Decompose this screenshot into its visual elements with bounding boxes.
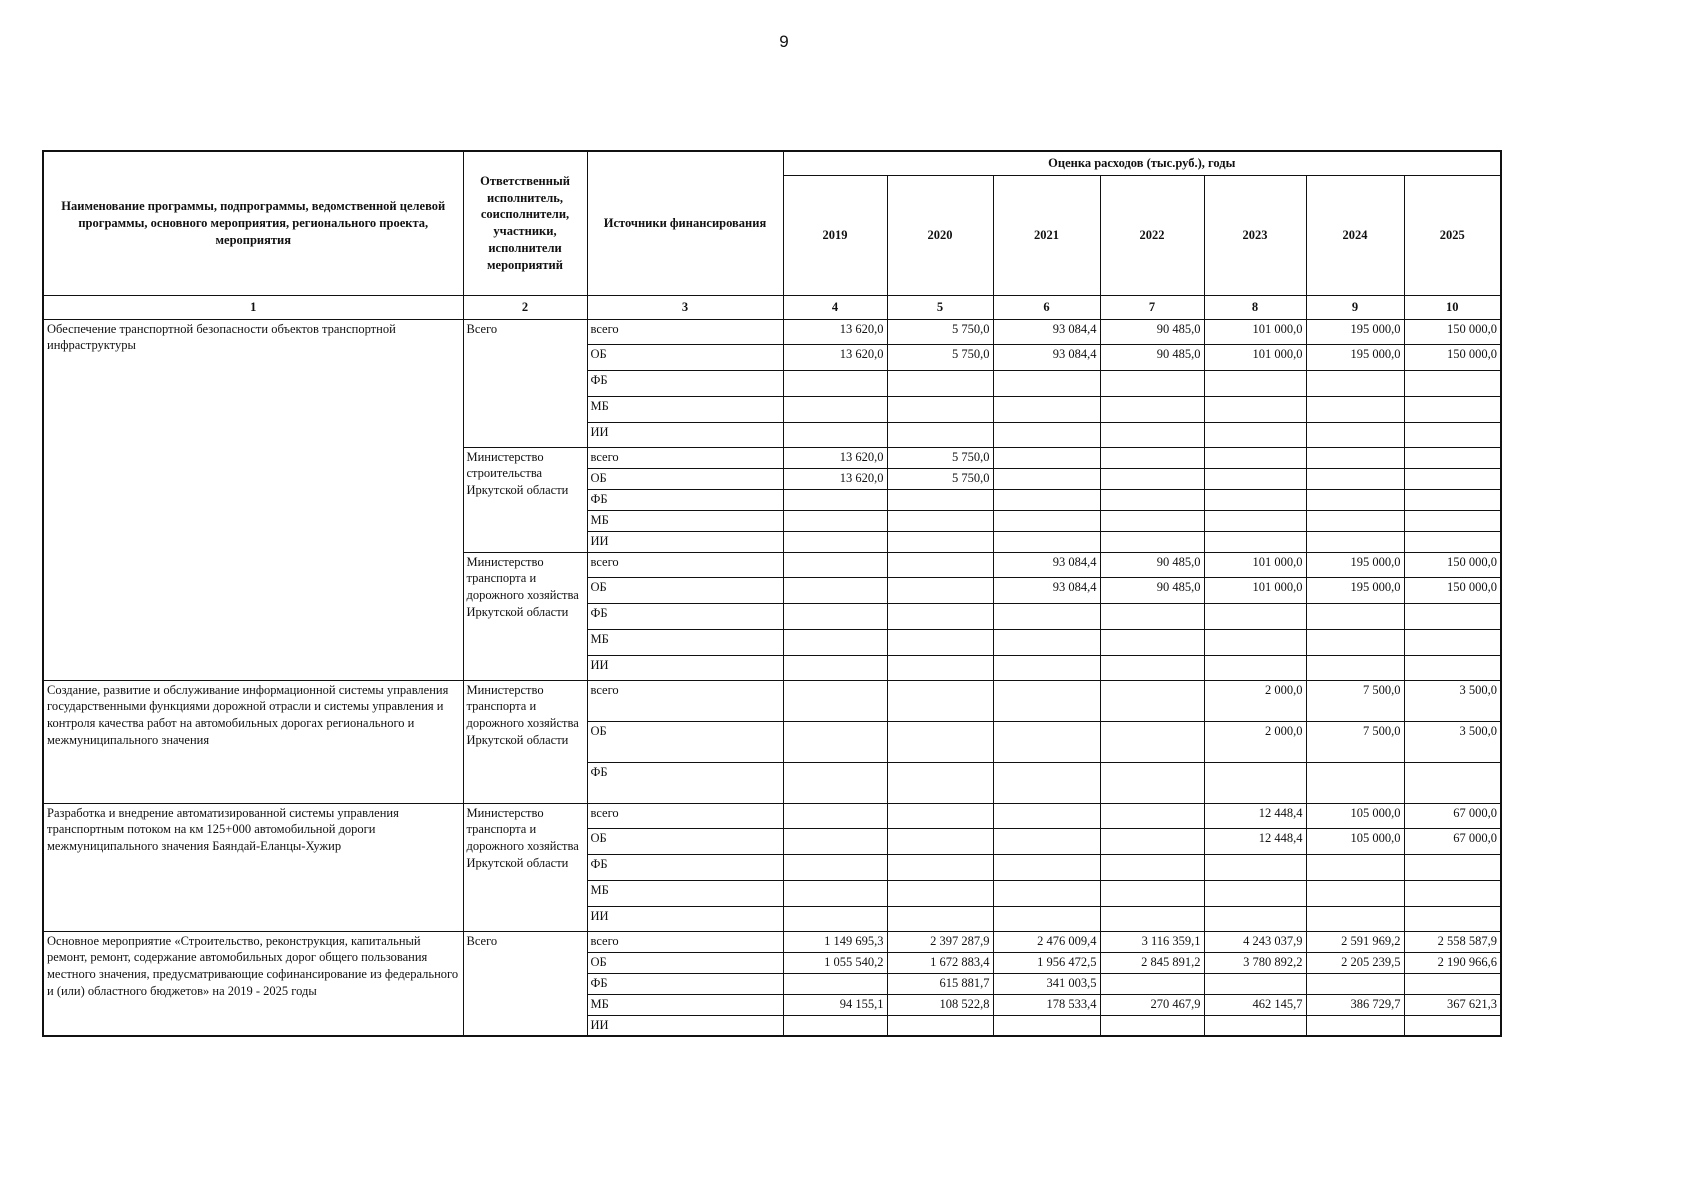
amount-cell: 13 620,0 — [783, 344, 887, 370]
amount-cell: 108 522,8 — [887, 994, 993, 1015]
amount-cell: 90 485,0 — [1100, 344, 1204, 370]
amount-cell — [1404, 762, 1501, 803]
amount-cell — [1306, 629, 1404, 655]
funding-source-cell: всего — [587, 680, 783, 721]
amount-cell — [1100, 489, 1204, 510]
amount-cell — [887, 762, 993, 803]
amount-cell — [1100, 531, 1204, 552]
amount-cell — [1100, 880, 1204, 906]
amount-cell: 1 956 472,5 — [993, 952, 1100, 973]
column-number: 3 — [587, 295, 783, 319]
amount-cell — [1204, 973, 1306, 994]
amount-cell — [993, 370, 1100, 396]
amount-cell — [1306, 468, 1404, 489]
amount-cell — [1306, 880, 1404, 906]
amount-cell — [1404, 1015, 1501, 1036]
amount-cell — [887, 1015, 993, 1036]
amount-cell — [783, 803, 887, 828]
amount-cell — [1404, 370, 1501, 396]
amount-cell: 150 000,0 — [1404, 319, 1501, 344]
amount-cell: 1 672 883,4 — [887, 952, 993, 973]
amount-cell — [887, 854, 993, 880]
column-number: 5 — [887, 295, 993, 319]
amount-cell: 195 000,0 — [1306, 319, 1404, 344]
amount-cell — [1306, 854, 1404, 880]
amount-cell — [993, 422, 1100, 447]
amount-cell: 1 055 540,2 — [783, 952, 887, 973]
executor-cell: Всего — [463, 931, 587, 1036]
amount-cell — [993, 854, 1100, 880]
amount-cell — [1306, 447, 1404, 468]
amount-cell: 150 000,0 — [1404, 552, 1501, 577]
amount-cell — [783, 655, 887, 680]
header-year: 2020 — [887, 175, 993, 295]
amount-cell — [887, 489, 993, 510]
amount-cell: 2 476 009,4 — [993, 931, 1100, 952]
amount-cell — [1204, 655, 1306, 680]
amount-cell — [1100, 1015, 1204, 1036]
amount-cell: 270 467,9 — [1100, 994, 1204, 1015]
amount-cell: 5 750,0 — [887, 344, 993, 370]
amount-cell — [1100, 854, 1204, 880]
amount-cell — [1306, 762, 1404, 803]
amount-cell — [993, 828, 1100, 854]
funding-source-cell: ОБ — [587, 468, 783, 489]
amount-cell — [1404, 447, 1501, 468]
table-row — [43, 803, 1501, 828]
amount-cell — [1204, 510, 1306, 531]
executor-cell: Министерство транспорта и дорожного хозяйства Иркутской области — [463, 680, 587, 803]
amount-cell — [1404, 603, 1501, 629]
amount-cell — [783, 489, 887, 510]
amount-cell — [1204, 422, 1306, 447]
amount-cell — [783, 396, 887, 422]
amount-cell — [1100, 721, 1204, 762]
executor-cell: Всего — [463, 319, 587, 447]
amount-cell: 93 084,4 — [993, 319, 1100, 344]
amount-cell — [1404, 854, 1501, 880]
amount-cell: 101 000,0 — [1204, 577, 1306, 603]
executor-cell: Министерство транспорта и дорожного хозяйства Иркутской области — [463, 552, 587, 680]
amount-cell — [993, 603, 1100, 629]
header-name: Наименование программы, подпрограммы, ведомственной целевой программы, основного мероприятия, регионального проекта, мероприятия — [43, 151, 463, 295]
header-source: Источники финансирования — [587, 151, 783, 295]
amount-cell: 2 397 287,9 — [887, 931, 993, 952]
amount-cell — [1100, 655, 1204, 680]
column-number: 7 — [1100, 295, 1204, 319]
header-executor: Ответственный исполнитель, соисполнители, участники, исполнители мероприятий — [463, 151, 587, 295]
amount-cell — [1100, 828, 1204, 854]
amount-cell: 5 750,0 — [887, 447, 993, 468]
amount-cell — [887, 803, 993, 828]
header-year: 2025 — [1404, 175, 1501, 295]
funding-source-cell: ФБ — [587, 370, 783, 396]
amount-cell — [1204, 396, 1306, 422]
amount-cell — [887, 880, 993, 906]
amount-cell — [783, 680, 887, 721]
funding-source-cell: ОБ — [587, 828, 783, 854]
amount-cell — [1204, 629, 1306, 655]
amount-cell: 67 000,0 — [1404, 828, 1501, 854]
program-name-cell: Основное мероприятие «Строительство, реконструкция, капитальный ремонт, ремонт, содержание автомобильных дорог общего пользования местного значения, предусматривающие софинансирование из федерального и (или) областного бюджетов» на 2019 - 2025 годы — [43, 931, 463, 1036]
column-number: 6 — [993, 295, 1100, 319]
amount-cell — [887, 422, 993, 447]
amount-cell — [1306, 422, 1404, 447]
amount-cell: 12 448,4 — [1204, 828, 1306, 854]
amount-cell — [993, 680, 1100, 721]
amount-cell — [1100, 629, 1204, 655]
funding-source-cell: МБ — [587, 510, 783, 531]
funding-source-cell: ФБ — [587, 762, 783, 803]
amount-cell — [1204, 854, 1306, 880]
amount-cell — [783, 906, 887, 931]
amount-cell: 615 881,7 — [887, 973, 993, 994]
amount-cell: 12 448,4 — [1204, 803, 1306, 828]
program-name-cell: Создание, развитие и обслуживание информационной системы управления государственными функциями дорожной отрасли и системы управления и контроля качества работ на автомобильных дорогах регионального и межмуниципального значения — [43, 680, 463, 803]
amount-cell: 195 000,0 — [1306, 552, 1404, 577]
funding-source-cell: ОБ — [587, 577, 783, 603]
amount-cell: 2 190 966,6 — [1404, 952, 1501, 973]
amount-cell — [1204, 468, 1306, 489]
table-body — [43, 319, 1501, 1036]
amount-cell — [1404, 396, 1501, 422]
column-number: 8 — [1204, 295, 1306, 319]
funding-source-cell: ИИ — [587, 1015, 783, 1036]
funding-source-cell: ФБ — [587, 603, 783, 629]
amount-cell — [1404, 531, 1501, 552]
amount-cell — [1404, 655, 1501, 680]
amount-cell: 2 000,0 — [1204, 680, 1306, 721]
amount-cell — [887, 577, 993, 603]
funding-source-cell: МБ — [587, 396, 783, 422]
header-year: 2022 — [1100, 175, 1204, 295]
table-row — [43, 319, 1501, 344]
amount-cell — [887, 680, 993, 721]
amount-cell: 150 000,0 — [1404, 344, 1501, 370]
amount-cell — [993, 396, 1100, 422]
column-number: 9 — [1306, 295, 1404, 319]
amount-cell — [1404, 973, 1501, 994]
amount-cell — [1204, 370, 1306, 396]
amount-cell — [1306, 531, 1404, 552]
amount-cell — [783, 629, 887, 655]
amount-cell: 462 145,7 — [1204, 994, 1306, 1015]
amount-cell: 178 533,4 — [993, 994, 1100, 1015]
amount-cell: 3 780 892,2 — [1204, 952, 1306, 973]
amount-cell — [1306, 370, 1404, 396]
amount-cell: 3 500,0 — [1404, 680, 1501, 721]
amount-cell — [1404, 629, 1501, 655]
amount-cell — [1306, 655, 1404, 680]
funding-source-cell: всего — [587, 319, 783, 344]
amount-cell — [887, 629, 993, 655]
amount-cell — [1306, 906, 1404, 931]
amount-cell — [1404, 906, 1501, 931]
amount-cell — [1204, 762, 1306, 803]
amount-cell: 2 591 969,2 — [1306, 931, 1404, 952]
amount-cell — [993, 880, 1100, 906]
amount-cell — [783, 828, 887, 854]
executor-cell: Министерство транспорта и дорожного хозяйства Иркутской области — [463, 803, 587, 931]
header-year: 2019 — [783, 175, 887, 295]
funding-source-cell: ОБ — [587, 344, 783, 370]
amount-cell — [1306, 396, 1404, 422]
amount-cell: 5 750,0 — [887, 468, 993, 489]
amount-cell — [1100, 510, 1204, 531]
column-number: 4 — [783, 295, 887, 319]
table-row — [43, 931, 1501, 952]
amount-cell: 93 084,4 — [993, 552, 1100, 577]
amount-cell — [783, 973, 887, 994]
amount-cell: 94 155,1 — [783, 994, 887, 1015]
amount-cell — [1204, 880, 1306, 906]
funding-source-cell: ФБ — [587, 854, 783, 880]
amount-cell — [783, 552, 887, 577]
amount-cell: 3 116 359,1 — [1100, 931, 1204, 952]
program-name-cell: Разработка и внедрение автоматизированной системы управления транспортным потоком на км 125+000 автомобильной дороги межмуниципального значения Баяндай-Еланцы-Хужир — [43, 803, 463, 931]
amount-cell — [887, 396, 993, 422]
column-number: 10 — [1404, 295, 1501, 319]
amount-cell — [887, 370, 993, 396]
funding-source-cell: всего — [587, 931, 783, 952]
amount-cell: 101 000,0 — [1204, 319, 1306, 344]
amount-cell — [993, 531, 1100, 552]
amount-cell: 67 000,0 — [1404, 803, 1501, 828]
amount-cell: 367 621,3 — [1404, 994, 1501, 1015]
amount-cell — [993, 489, 1100, 510]
amount-cell — [1100, 396, 1204, 422]
funding-source-cell: всего — [587, 803, 783, 828]
amount-cell — [1404, 489, 1501, 510]
amount-cell — [1204, 603, 1306, 629]
amount-cell — [1306, 1015, 1404, 1036]
funding-source-cell: всего — [587, 552, 783, 577]
amount-cell: 150 000,0 — [1404, 577, 1501, 603]
funding-source-cell: ОБ — [587, 721, 783, 762]
funding-source-cell: ФБ — [587, 973, 783, 994]
amount-cell — [887, 531, 993, 552]
amount-cell: 13 620,0 — [783, 319, 887, 344]
amount-cell — [887, 828, 993, 854]
funding-source-cell: МБ — [587, 994, 783, 1015]
funding-source-cell: ОБ — [587, 952, 783, 973]
amount-cell: 90 485,0 — [1100, 577, 1204, 603]
amount-cell — [887, 603, 993, 629]
amount-cell — [783, 422, 887, 447]
amount-cell — [1100, 680, 1204, 721]
amount-cell — [993, 468, 1100, 489]
amount-cell — [783, 531, 887, 552]
amount-cell — [993, 906, 1100, 931]
amount-cell: 101 000,0 — [1204, 344, 1306, 370]
executor-cell: Министерство строительства Иркутской области — [463, 447, 587, 552]
funding-source-cell: ИИ — [587, 422, 783, 447]
amount-cell: 93 084,4 — [993, 344, 1100, 370]
amount-cell: 3 500,0 — [1404, 721, 1501, 762]
header-year: 2024 — [1306, 175, 1404, 295]
amount-cell — [887, 552, 993, 577]
funding-source-cell: ИИ — [587, 906, 783, 931]
amount-cell — [993, 762, 1100, 803]
amount-cell — [1404, 422, 1501, 447]
funding-source-cell: ФБ — [587, 489, 783, 510]
amount-cell — [1100, 468, 1204, 489]
amount-cell — [1404, 880, 1501, 906]
amount-cell — [1204, 1015, 1306, 1036]
amount-cell: 105 000,0 — [1306, 828, 1404, 854]
amount-cell — [1204, 531, 1306, 552]
amount-cell — [1204, 489, 1306, 510]
amount-cell: 105 000,0 — [1306, 803, 1404, 828]
amount-cell — [783, 880, 887, 906]
amount-cell: 7 500,0 — [1306, 680, 1404, 721]
funding-source-cell: МБ — [587, 880, 783, 906]
amount-cell — [1100, 973, 1204, 994]
amount-cell — [887, 510, 993, 531]
amount-cell — [783, 854, 887, 880]
amount-cell: 2 558 587,9 — [1404, 931, 1501, 952]
amount-cell: 7 500,0 — [1306, 721, 1404, 762]
amount-cell — [993, 510, 1100, 531]
amount-cell: 13 620,0 — [783, 447, 887, 468]
amount-cell: 13 620,0 — [783, 468, 887, 489]
budget-table — [42, 150, 1502, 1037]
header-year: 2023 — [1204, 175, 1306, 295]
funding-source-cell: всего — [587, 447, 783, 468]
amount-cell: 195 000,0 — [1306, 577, 1404, 603]
amount-cell — [1100, 422, 1204, 447]
amount-cell — [1100, 803, 1204, 828]
amount-cell — [993, 629, 1100, 655]
amount-cell — [1204, 447, 1306, 468]
amount-cell — [1100, 762, 1204, 803]
amount-cell — [1100, 906, 1204, 931]
amount-cell: 341 003,5 — [993, 973, 1100, 994]
amount-cell: 2 000,0 — [1204, 721, 1306, 762]
amount-cell — [993, 655, 1100, 680]
amount-cell: 90 485,0 — [1100, 552, 1204, 577]
funding-source-cell: ИИ — [587, 655, 783, 680]
amount-cell — [783, 370, 887, 396]
page-number: 9 — [779, 32, 789, 51]
amount-cell — [993, 803, 1100, 828]
amount-cell — [887, 906, 993, 931]
amount-cell — [783, 762, 887, 803]
amount-cell — [887, 655, 993, 680]
amount-cell — [1100, 370, 1204, 396]
amount-cell — [887, 721, 993, 762]
amount-cell — [783, 721, 887, 762]
amount-cell: 386 729,7 — [1306, 994, 1404, 1015]
amount-cell — [1306, 489, 1404, 510]
header-costs: Оценка расходов (тыс.руб.), годы — [783, 151, 1501, 175]
amount-cell — [1306, 510, 1404, 531]
amount-cell — [993, 1015, 1100, 1036]
amount-cell — [1204, 906, 1306, 931]
amount-cell — [1404, 510, 1501, 531]
amount-cell — [993, 721, 1100, 762]
amount-cell — [783, 603, 887, 629]
column-number: 1 — [43, 295, 463, 319]
amount-cell — [1404, 468, 1501, 489]
amount-cell: 195 000,0 — [1306, 344, 1404, 370]
amount-cell — [993, 447, 1100, 468]
amount-cell: 4 243 037,9 — [1204, 931, 1306, 952]
amount-cell: 2 845 891,2 — [1100, 952, 1204, 973]
amount-cell — [1306, 603, 1404, 629]
amount-cell — [1306, 973, 1404, 994]
amount-cell — [783, 577, 887, 603]
amount-cell: 1 149 695,3 — [783, 931, 887, 952]
amount-cell: 90 485,0 — [1100, 319, 1204, 344]
amount-cell: 5 750,0 — [887, 319, 993, 344]
amount-cell — [1100, 603, 1204, 629]
amount-cell — [783, 510, 887, 531]
funding-source-cell: ИИ — [587, 531, 783, 552]
amount-cell: 93 084,4 — [993, 577, 1100, 603]
amount-cell: 2 205 239,5 — [1306, 952, 1404, 973]
column-number: 2 — [463, 295, 587, 319]
amount-cell: 101 000,0 — [1204, 552, 1306, 577]
amount-cell — [783, 1015, 887, 1036]
header-year: 2021 — [993, 175, 1100, 295]
amount-cell — [1100, 447, 1204, 468]
program-name-cell: Обеспечение транспортной безопасности объектов транспортной инфраструктуры — [43, 319, 463, 680]
table-row — [43, 680, 1501, 721]
funding-source-cell: МБ — [587, 629, 783, 655]
